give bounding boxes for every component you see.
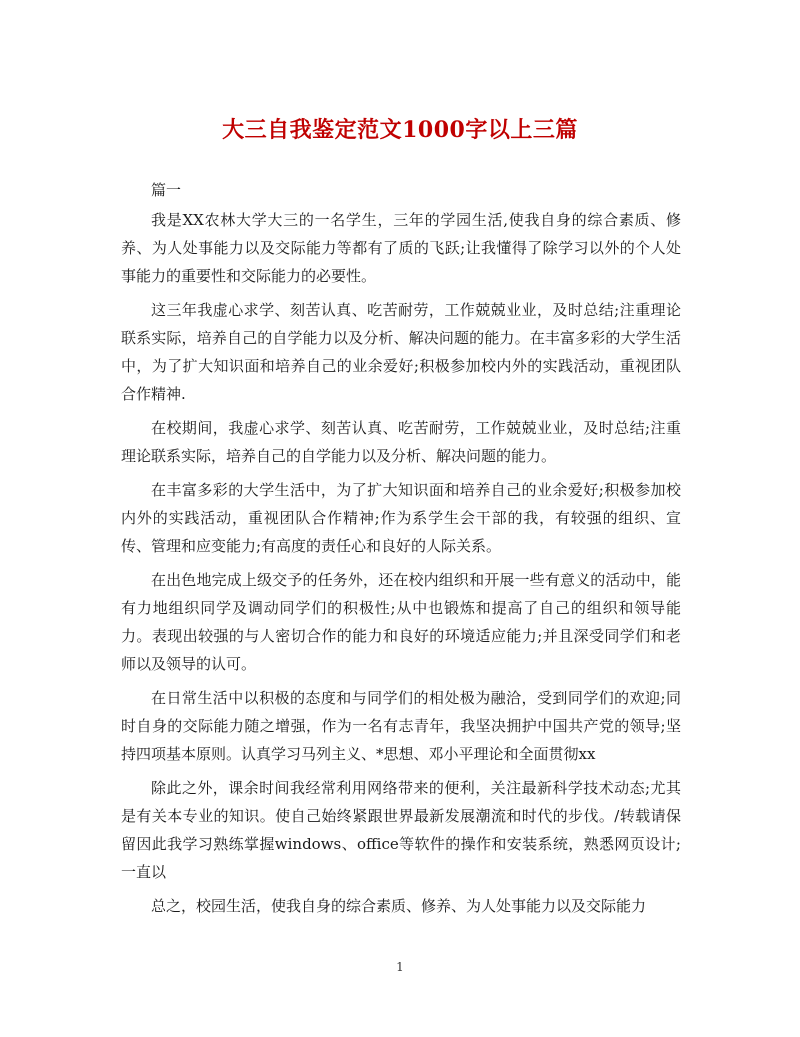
paragraph-6: 在日常生活中以积极的态度和与同学们的相处极为融洽，受到同学们的欢迎;同时自身的交际能力随之增强，作为一名有志青年，我坚决拥护中国共产党的领导;坚持四项基本原则。认真学习马列主义、*思想、邓小平理论和全面贯彻xx xyxy=(121,689,681,763)
paragraph-2: 这三年我虚心求学、刻苦认真、吃苦耐劳，工作兢兢业业，及时总结;注重理论联系实际，培养自己的自学能力以及分析、解决问题的能力。在丰富多彩的大学生活中，为了扩大知识面和培养自己的业余爱好;积极参加校内外的实践活动，重视团队合作精神. xyxy=(121,301,681,403)
paragraph-4: 在丰富多彩的大学生活中，为了扩大知识面和培养自己的业余爱好;积极参加校内外的实践活动，重视团队合作精神;作为系学生会干部的我，有较强的组织、宣传、管理和应变能力;有高度的责任心和良好的人际关系。 xyxy=(121,481,681,555)
paragraph-7: 除此之外，课余时间我经常利用网络带来的便利，关注最新科学技术动态;尤其是有关本专业的知识。使自己始终紧跟世界最新发展潮流和时代的步伐。/转载请保留因此我学习熟练掌握windows、office等软件的操作和安装系统，熟悉网页设计;一直以 xyxy=(121,779,681,881)
document-body xyxy=(121,176,681,926)
document-title: 大三自我鉴定范文1000字以上三篇 xyxy=(222,117,578,143)
paragraph-8: 总之，校园生活，使我自身的综合素质、修养、为人处事能力以及交际能力 xyxy=(151,897,647,915)
paragraph-1: 我是XX农林大学大三的一名学生，三年的学园生活,使我自身的综合素质、修养、为人处事能力以及交际能力等都有了质的飞跃;让我懂得了除学习以外的个人处事能力的重要性和交际能力的必要性。 xyxy=(121,211,681,285)
paragraph-5: 在出色地完成上级交予的任务外，还在校内组织和开展一些有意义的活动中，能有力地组织同学及调动同学们的积极性;从中也锻炼和提高了自己的组织和领导能力。表现出较强的与人密切合作的能力和良好的环境适应能力;并且深受同学们和老师以及领导的认可。 xyxy=(121,571,681,673)
page-number: 1 xyxy=(396,960,404,974)
section-label: 篇一 xyxy=(151,181,182,199)
paragraph-3: 在校期间，我虚心求学、刻苦认真、吃苦耐劳，工作兢兢业业，及时总结;注重理论联系实际，培养自己的自学能力以及分析、解决问题的能力。 xyxy=(121,419,681,465)
